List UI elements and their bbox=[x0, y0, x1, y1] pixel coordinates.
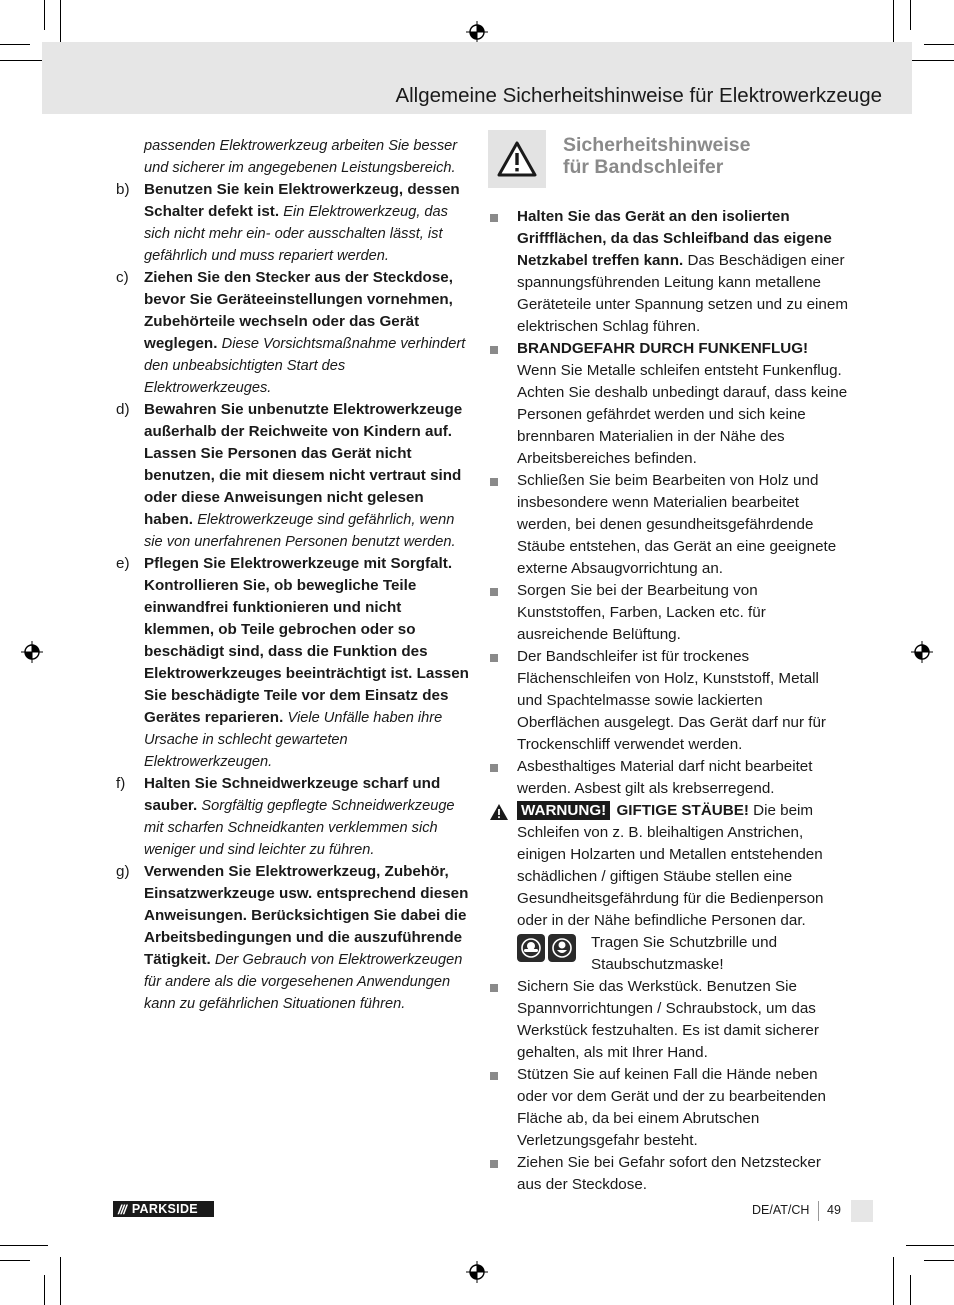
list-item bbox=[110, 135, 470, 179]
item-bold-text: Ziehen Sie den Stecker aus der Steckdose, bevor Sie Geräteeinstellungen vornehmen, Zubehörteile wechseln oder das Gerät weglegen. bbox=[144, 269, 453, 352]
bullet-item bbox=[488, 580, 848, 646]
ppe-notice bbox=[517, 932, 848, 976]
list-item bbox=[110, 179, 470, 267]
registration-mark-icon bbox=[911, 641, 933, 663]
bullet-square bbox=[490, 214, 498, 222]
list-item bbox=[110, 861, 470, 1015]
crop-mark bbox=[910, 0, 911, 30]
crop-mark bbox=[0, 1260, 30, 1261]
bullet-text: Asbesthaltiges Material darf nicht bearbeitet werden. Asbest gilt als krebserregend. bbox=[517, 758, 813, 797]
logo-text: PARKSIDE bbox=[131, 1202, 198, 1216]
footer-divider bbox=[818, 1201, 819, 1221]
bullet-item bbox=[488, 1064, 848, 1152]
bullet-text: Stützen Sie auf keinen Fall die Hände neben oder vor dem Gerät und der zu bearbeitenden Fläche ab, da bei einem Abrutschen Verletzungsgefahr besteht. bbox=[517, 1066, 827, 1149]
bullet-item bbox=[488, 976, 848, 1064]
logo-slashes: /// bbox=[118, 1201, 126, 1217]
warning-triangle-icon bbox=[489, 803, 509, 821]
dust-mask-icon bbox=[548, 934, 576, 962]
item-italic-text: Diese Vorsichtsmaßnahme verhindert den unbeabsichtigten Start des Elektrowerkzeuges. bbox=[144, 336, 466, 396]
bullet-square bbox=[490, 654, 498, 662]
crop-mark bbox=[910, 1275, 911, 1305]
crop-mark bbox=[893, 0, 894, 48]
crop-mark bbox=[44, 0, 45, 30]
registration-mark-icon bbox=[466, 21, 488, 43]
country-code: DE/AT/CH bbox=[752, 1203, 810, 1217]
crop-mark bbox=[924, 1260, 954, 1261]
bullet-item bbox=[488, 206, 848, 338]
crop-mark bbox=[60, 0, 61, 48]
bullet-square bbox=[490, 478, 498, 486]
crop-mark bbox=[906, 60, 954, 61]
crop-mark bbox=[893, 1257, 894, 1305]
warning-triangle-icon bbox=[488, 130, 546, 188]
warning-badge: WARNUNG! bbox=[517, 801, 610, 820]
warning-heading: GIFTIGE STÄUBE! bbox=[616, 802, 749, 819]
intro-text: passenden Elektrowerkzeug arbeiten Sie besser und sicherer im angegebenen Leistungsbereich. bbox=[144, 138, 458, 176]
item-label: g) bbox=[116, 863, 130, 880]
bullet-text: Ziehen Sie bei Gefahr sofort den Netzstecker aus der Steckdose. bbox=[517, 1154, 821, 1193]
item-label: d) bbox=[116, 401, 130, 418]
section-title bbox=[563, 134, 751, 178]
item-label: b) bbox=[116, 181, 130, 198]
item-label: e) bbox=[116, 555, 130, 572]
bullet-text: Wenn Sie Metalle schleifen entsteht Funkenflug. Achten Sie deshalb unbedingt darauf, dass keine Personen gefährdet werden und sich keine brennbaren Materialien in der Nähe des Arbeitsbereiches befinden. bbox=[517, 362, 848, 467]
crop-mark bbox=[924, 44, 954, 45]
crop-mark bbox=[0, 44, 30, 45]
ppe-text: Tragen Sie Schutzbrille und Staubschutzmaske! bbox=[591, 934, 778, 973]
crop-mark bbox=[0, 1245, 48, 1246]
right-column bbox=[488, 130, 848, 1196]
item-bold-text: Benutzen Sie kein Elektrowerkzeug, dessen Schalter defekt ist. bbox=[144, 181, 460, 220]
bullet-item bbox=[488, 470, 848, 580]
item-italic-text: Elektrowerkzeuge sind gefährlich, wenn sie von unerfahrenen Personen benutzt werden. bbox=[144, 512, 456, 550]
section-title-line: für Bandschleifer bbox=[563, 156, 724, 178]
bullet-bold-text: Halten Sie das Gerät an den isolierten Griffflächen, da das Schleifband das eigene Netzkabel treffen kann. bbox=[517, 208, 832, 269]
warning-paragraph bbox=[488, 800, 848, 932]
bullet-item bbox=[488, 338, 848, 470]
item-italic-text: Der Gebrauch von Elektrowerkzeugen für andere als die vorgesehenen Anwendungen kann zu gefährlichen Situationen führen. bbox=[144, 952, 463, 1012]
item-italic-text: Viele Unfälle haben ihre Ursache in schlecht gewarteten Elektrowerkzeugen. bbox=[144, 710, 443, 770]
item-italic-text: Ein Elektrowerkzeug, das sich nicht mehr ein- oder ausschalten lässt, ist gefährlich und muss repariert werden. bbox=[144, 204, 448, 264]
section-header bbox=[488, 130, 848, 200]
item-label: f) bbox=[116, 775, 126, 792]
bullet-square bbox=[490, 1160, 498, 1168]
crop-mark bbox=[60, 1257, 61, 1305]
bullet-text: Schließen Sie beim Bearbeiten von Holz und insbesondere wenn Materialien bearbeitet werden, bei denen gesundheitsgefährdende Stäube entstehen, das Gerät an eine geeignete externe Absaugvorrichtung an. bbox=[517, 472, 837, 577]
bullet-square bbox=[490, 588, 498, 596]
section-title-line: Sicherheitshinweise bbox=[563, 134, 751, 156]
list-item bbox=[110, 553, 470, 773]
bullet-bold-text: BRANDGEFAHR DURCH FUNKENFLUG! bbox=[517, 340, 809, 357]
crop-mark bbox=[906, 1245, 954, 1246]
registration-mark-icon bbox=[21, 641, 43, 663]
list-item bbox=[110, 399, 470, 553]
parkside-logo bbox=[113, 1201, 214, 1217]
item-label: c) bbox=[116, 269, 129, 286]
bullet-text: Der Bandschleifer ist für trockenes Flächenschleifen von Holz, Kunststoff, Metall und Spachtelmasse sowie lackierten Oberflächen ausgelegt. Das Gerät darf nur für Trockenschliff verwendet werden. bbox=[517, 648, 826, 753]
bullet-square bbox=[490, 984, 498, 992]
left-column bbox=[110, 135, 470, 1015]
bullet-text: Sichern Sie das Werkstück. Benutzen Sie Spannvorrichtungen / Schraubstock, um das Werkstück festzuhalten. Es ist damit sicherer gehalten, als mit Ihrer Hand. bbox=[517, 978, 819, 1061]
bullet-square bbox=[490, 1072, 498, 1080]
bullet-square bbox=[490, 764, 498, 772]
bullet-square bbox=[490, 346, 498, 354]
bullet-item bbox=[488, 756, 848, 800]
item-bold-text: Halten Sie Schneidwerkzeuge scharf und sauber. bbox=[144, 775, 441, 814]
item-italic-text: Sorgfältig gepflegte Schneidwerkzeuge mit scharfen Schneidkanten verklemmen sich weniger und sind leichter zu führen. bbox=[144, 798, 455, 858]
safety-goggles-icon bbox=[517, 934, 545, 962]
warning-text: Die beim Schleifen von z. B. bleihaltigen Anstrichen, einigen Holzarten und Metallen entstehenden schädlichen / giftigen Stäube stellen eine Gesundheitsgefährdung für die Bedienperson oder in der Nähe befindliche Personen dar. bbox=[517, 802, 824, 929]
registration-mark-icon bbox=[466, 1261, 488, 1283]
list-item bbox=[110, 773, 470, 861]
footer-tab bbox=[851, 1200, 873, 1222]
page-number: 49 bbox=[827, 1203, 841, 1217]
bullet-text: Das Beschädigen einer spannungsführenden Leitung kann metallene Geräteteile unter Spannung setzen und zu einem elektrischen Schlag führen. bbox=[517, 252, 848, 335]
list-item bbox=[110, 267, 470, 399]
crop-mark bbox=[0, 60, 48, 61]
item-bold-text: Pflegen Sie Elektrowerkzeuge mit Sorgfalt. Kontrollieren Sie, ob bewegliche Teile einwandfrei funktionieren und nicht klemmen, ob Teile gebrochen oder so beschädigt sind, dass die Funktion des Elektrowerkzeuges beeinträchtigt ist. Lassen Sie beschädigte Teile vor dem Einsatz des Gerätes reparieren. bbox=[144, 555, 469, 726]
crop-mark bbox=[44, 1275, 45, 1305]
item-bold-text: Verwenden Sie Elektrowerkzeug, Zubehör, Einsatzwerkzeuge usw. entsprechend diesen Anweisungen. Berücksichtigen Sie dabei die Arbeitsbedingungen und die auszuführende Tätigkeit. bbox=[144, 863, 469, 968]
bullet-text: Sorgen Sie bei der Bearbeitung von Kunststoffen, Farben, Lacken etc. für ausreichende Belüftung. bbox=[517, 582, 766, 643]
item-bold-text: Bewahren Sie unbenutzte Elektrowerkzeuge außerhalb der Reichweite von Kindern auf. Lassen Sie Personen das Gerät nicht benutzen, die mit diesem nicht vertraut sind oder diese Anweisungen nicht gelesen haben. bbox=[144, 401, 463, 528]
bullet-item bbox=[488, 1152, 848, 1196]
page-title: Allgemeine Sicherheitshinweise für Elektrowerkzeuge bbox=[395, 84, 882, 107]
bullet-item bbox=[488, 646, 848, 756]
